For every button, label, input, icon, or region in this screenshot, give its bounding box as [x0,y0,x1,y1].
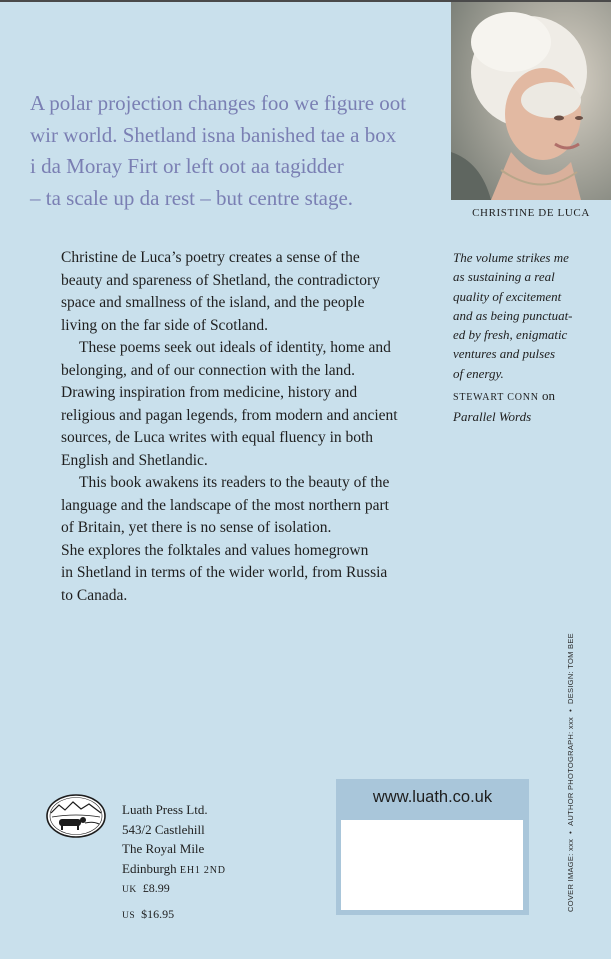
description-line: Drawing inspiration from medicine, history and [61,384,358,401]
publisher-city: Edinburgh [122,860,177,876]
blurb-line: as sustaining a real [453,269,555,285]
description-paragraph [61,247,441,337]
blurb-line: ventures and pulses [453,346,556,362]
description-line: in Shetland in terms of the wider world, from Russia [61,564,388,581]
prices [122,876,174,928]
blurb-line: ed by fresh, enigmatic [453,327,568,343]
description [61,247,441,607]
publisher-postcode: EH1 2ND [179,864,226,876]
description-line: living on the far side of Scotland. [61,316,269,334]
author-portrait-illustration [451,2,611,200]
description-paragraph [61,472,441,607]
luath-logo-icon [45,793,107,839]
blurb-credit [453,386,605,426]
description-line: beauty and spareness of Shetland, the contradictory [61,271,380,289]
price-row [122,876,174,902]
pull-quote-line: – ta scale up da rest – but centre stage. [30,185,354,210]
description-line: religious and pagan legends, from modern and ancient [61,406,398,424]
review-blurb [453,248,605,383]
blurb-line: of energy. [453,365,504,381]
price-row [122,902,174,928]
description-line: She explores the folktales and values homegrown [61,541,369,559]
credit-design: DESIGN: TOM BEE [566,633,575,704]
credit-separator: • [566,830,575,834]
description-line: Christine de Luca’s poetry creates a sense of the [61,249,360,266]
description-line: to Canada. [61,586,128,604]
blurb-credit-on: on [538,388,556,403]
price-amount: $16.95 [141,907,175,921]
vertical-credits [566,633,575,912]
price-currency: UK [122,885,137,895]
pull-quote-line: i da Moray Firt or left oot aa tagidder [30,154,344,178]
blurb-credit-work: Parallel Words [453,409,532,424]
credit-cover-image: COVER IMAGE: xxx [566,838,575,912]
price-amount: £8.99 [142,881,170,895]
pull-quote-line: A polar projection changes foo we figure oot [30,91,407,115]
description-paragraph [61,337,441,472]
blurb-line: and as being punctuat- [453,307,573,323]
description-line: English and Shetlandic. [61,451,208,469]
publisher-address [122,800,226,880]
publisher-line: Luath Press Ltd. [122,802,208,817]
description-line: These poems seek out ideals of identity, home and [79,339,391,356]
blurb-credit-name: STEWART CONN [453,392,539,403]
website-url[interactable]: www.luath.co.uk [372,788,493,806]
description-line: language and the landscape of the most northern part [61,496,389,514]
author-photo [451,2,611,200]
price-currency: US [122,911,136,921]
barcode-area [341,820,523,910]
luath-logo [45,793,107,839]
description-line: This book awakens its readers to the beauty of the [79,474,390,491]
publisher-line: 543/2 Castlehill [122,821,205,837]
credit-author-photo: AUTHOR PHOTOGRAPH: xxx [566,716,575,826]
website-box [336,779,529,915]
description-line: of Britain, yet there is no sense of isolation. [61,519,332,536]
description-line: belonging, and of our connection with the land. [61,361,356,379]
description-line: space and smallness of the island, and the people [61,294,365,311]
author-caption: CHRISTINE DE LUCA [472,207,590,219]
pull-quote-line: wir world. Shetland isna banished tae a box [30,122,397,147]
pull-quote [30,88,450,214]
blurb-line: The volume strikes me [453,250,569,265]
publisher-line: The Royal Mile [122,841,205,856]
blurb-line: quality of excitement [453,288,562,304]
credit-separator: • [566,708,575,712]
description-line: sources, de Luca writes with equal fluency in both [61,429,374,446]
